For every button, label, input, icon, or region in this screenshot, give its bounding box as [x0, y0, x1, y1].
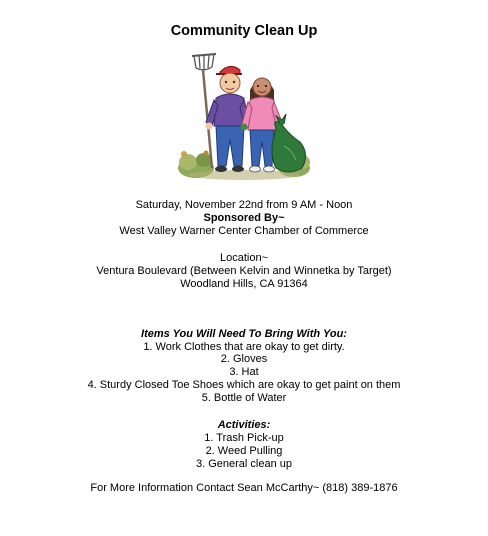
sponsored-by-label: Sponsored By~	[203, 212, 285, 224]
trash-bag-icon	[272, 114, 306, 172]
volunteers-illustration	[176, 50, 314, 184]
list-item: 5. Bottle of Water	[201, 392, 287, 404]
list-item: 4. Sturdy Closed Toe Shoes which are okay to get paint on them	[87, 379, 401, 391]
items-heading: Items You Will Need To Bring With You:	[141, 328, 347, 340]
list-item: 2. Weed Pulling	[205, 445, 283, 457]
flyer-title: Community Clean Up	[170, 23, 318, 39]
list-item: 1. Trash Pick-up	[204, 432, 284, 444]
location-label: Location~	[219, 252, 268, 264]
contact-info: For More Information Contact Sean McCarthy~ (818) 389-1876	[90, 482, 398, 494]
list-item: 3. Hat	[229, 366, 259, 378]
list-item: 2. Gloves	[220, 353, 268, 365]
location-street: Ventura Boulevard (Between Kelvin and Winnetka by Target)	[96, 265, 392, 277]
list-item: 3. General clean up	[195, 458, 292, 470]
activities-heading: Activities:	[217, 419, 271, 431]
list-item: 1. Work Clothes that are okay to get dirty.	[143, 341, 345, 353]
sponsor-name: West Valley Warner Center Chamber of Commerce	[119, 225, 369, 237]
event-date-time: Saturday, November 22nd from 9 AM - Noon	[135, 199, 353, 211]
location-city: Woodland Hills, CA 91364	[180, 278, 308, 290]
